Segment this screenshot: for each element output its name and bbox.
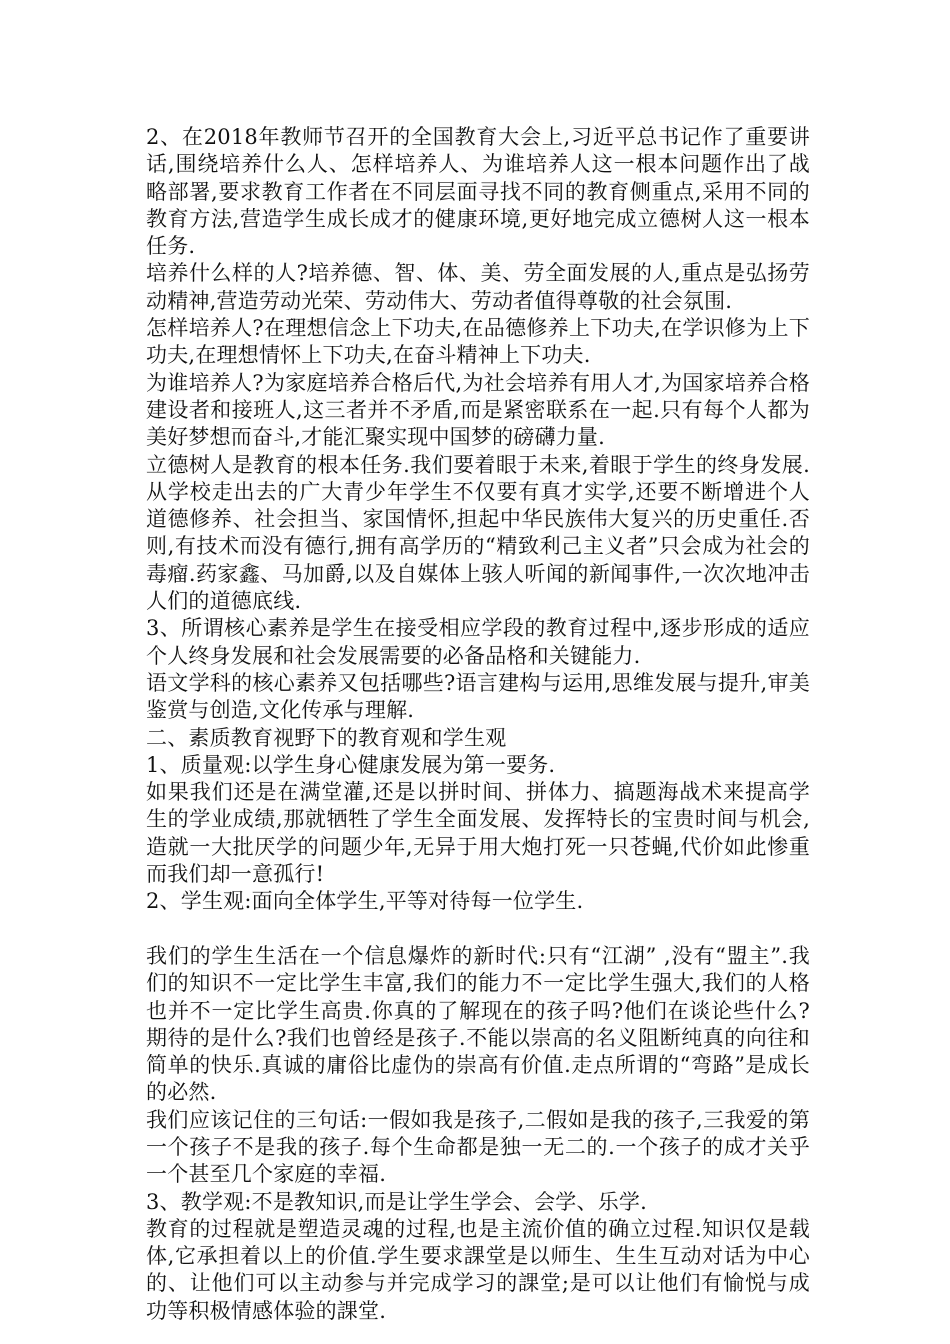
paragraph-how-to-cultivate: 怎样培养人?在理想信念上下功夫,在品德修养上下功夫,在学识修为上下功夫,在理想情怀上下功夫,在奋斗精神上下功夫. [146,316,810,368]
paragraph-moral-education: 立德树人是教育的根本任务.我们要着眼于未来,着眼于学生的终身发展.从学校走出去的广大青少年学生不仅要有真才实学,还要不断增进个人道德修养、社会担当、家国情怀,担起中华民族伟大复兴的历史重任.否则,有技术而没有德行,拥有高学历的“精致利己主义者”只会成为社会的毒瘤.药家鑫、马加爵,以及自媒体上骇人听闻的新闻事件,一次次地冲击人们的道德底线. [146,452,810,614]
paragraph-student-view: 2、学生观:面向全体学生,平等对待每一位学生. [146,889,584,914]
paragraph-what-kind-of-people: 培养什么样的人?培养德、智、体、美、劳全面发展的人,重点是弘扬劳动精神,营造劳动光荣、劳动伟大、劳动者值得尊敬的社会氛围. [146,261,810,313]
blank-line [146,916,810,943]
paragraph-core-competence: 3、所谓核心素养是学生在接受相应学段的教育过程中,逐步形成的适应个人终身发展和社会发展需要的必备品格和关键能力. [146,616,810,668]
paragraph-for-whom: 为谁培养人?为家庭培养合格后代,为社会培养有用人才,为国家培养合格建设者和接班人,这三者并不矛盾,而是紧密联系在一起.只有每个人都为美好梦想而奋斗,才能汇聚实现中国梦的磅礴力量. [146,370,810,450]
paragraph-three-sentences: 我们应该记住的三句话:一假如我是孩子,二假如是我的孩子,三我爱的第一个孩子不是我的孩子.每个生命都是独一无二的.一个孩子的成才关乎一个甚至几个家庭的幸福. [146,1107,810,1187]
paragraph-education-conference: 2、在2018年教师节召开的全国教育大会上,习近平总书记作了重要讲话,围绕培养什么人、怎样培养人、为谁培养人这一根本问题作出了战略部署,要求教育工作者在不同层面寻找不同的教育侧重点,采用不同的教育方法,营造学生成长成才的健康环境,更好地完成立德树人这一根本任务. [146,125,810,259]
paragraph-chinese-core-competence: 语文学科的核心素养又包括哪些?语言建构与运用,思维发展与提升,审美鉴赏与创造,文化传承与理解. [146,670,810,723]
paragraph-quality-view: 1、质量观:以学生身心健康发展为第一要务. [146,752,556,777]
paragraph-cramming: 如果我们还是在满堂灌,还是以拼时间、拼体力、搞题海战术来提高学生的学业成绩,那就牺牲了学生全面发展、发挥特长的宝贵时间与机会,造就一大批厌学的问题少年,无异于用大炮打死一只苍蝇,代价如此惨重而我们却一意孤行! [146,780,810,887]
document-body [146,124,810,1325]
section-heading-quality-education: 二、素质教育视野下的教育观和学生观 [146,725,507,750]
paragraph-shaping-soul: 教育的过程就是塑造灵魂的过程,也是主流价值的确立过程.知识仅是载体,它承担着以上的价值.学生要求課堂是以师生、生生互动对话为中心的、让他们可以主动参与并完成学习的課堂;是可以让他们有愉悦与成功等积极情感体验的課堂. [146,1216,810,1323]
paragraph-information-era: 我们的学生生活在一个信息爆炸的新时代:只有“江湖” ,没有“盟主”.我们的知识不一定比学生丰富,我们的能力不一定比学生强大,我们的人格也并不一定比学生高贵.你真的了解现在的孩子吗?他们在谈论些什么?期待的是什么?我们也曾经是孩子.不能以崇高的名义阻断纯真的向往和简单的快乐.真诚的庸俗比虚伪的崇高有价值.走点所谓的“弯路”是成长的必然. [146,943,810,1105]
paragraph-teaching-view: 3、教学观:不是教知识,而是让学生学会、会学、乐学. [146,1189,647,1214]
